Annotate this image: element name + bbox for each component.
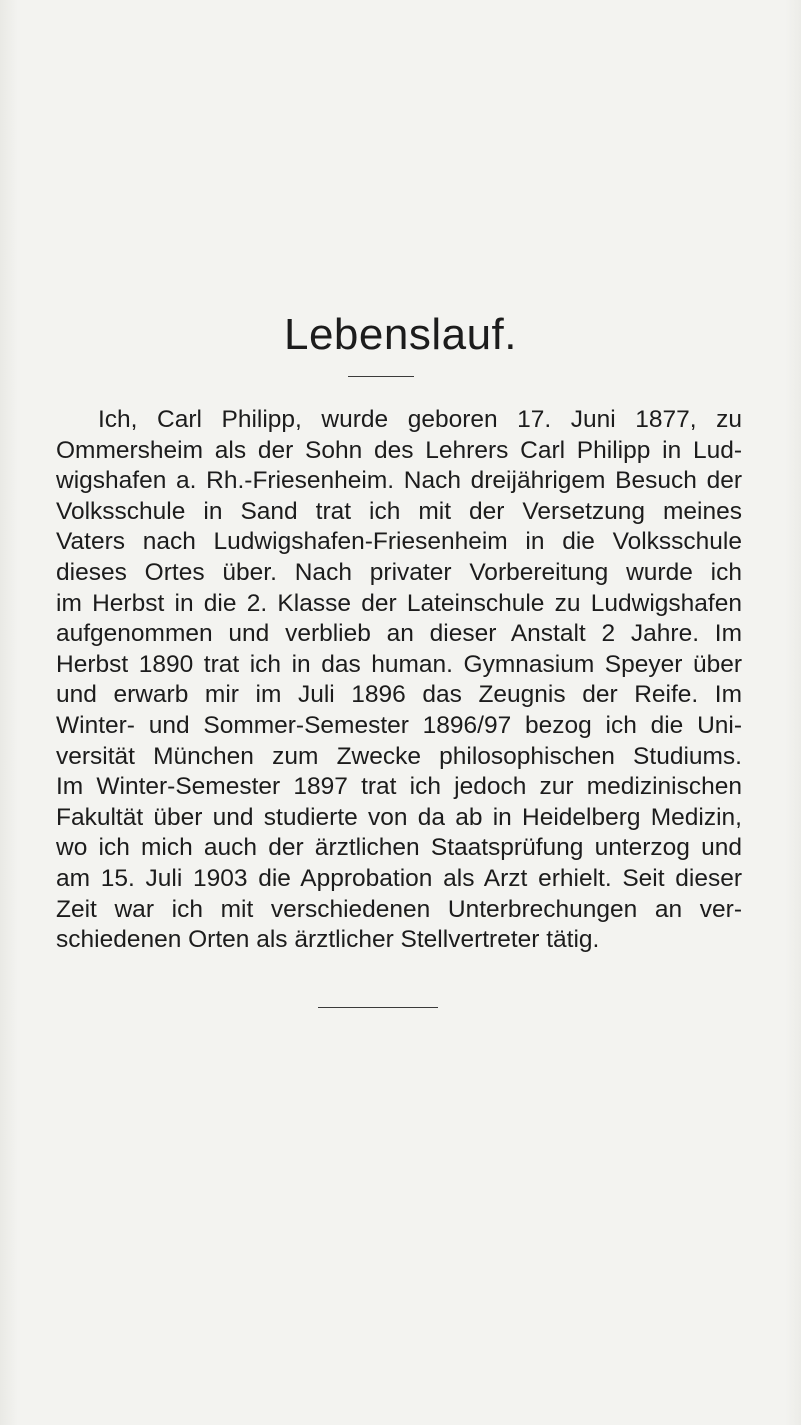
text-line: im Herbst in die 2. Klasse der Lateinschule zu Ludwigshafen [56,589,742,617]
text-line: versität München zum Zwecke philosophischen Studiums. [56,742,742,770]
closing-divider [318,1007,438,1008]
text-line: Ommersheim als der Sohn des Lehrers Carl Philipp in Lud- [56,436,742,464]
text-line: Winter- und Sommer-Semester 1896/97 bezog ich die Uni- [56,711,742,739]
text-line: dieses Ortes über. Nach privater Vorbereitung wurde ich [56,558,742,586]
text-line: am 15. Juli 1903 die Approbation als Arzt erhielt. Seit dieser [56,864,742,892]
text-line: und erwarb mir im Juli 1896 das Zeugnis der Reife. Im [56,681,742,709]
text-line: aufgenommen und verblieb an dieser Anstalt 2 Jahre. Im [56,620,742,648]
page-title: Lebenslauf. [283,310,518,359]
text-line: Volksschule in Sand trat ich mit der Versetzung meines [56,497,742,525]
text-line: wigshafen a. Rh.-Friesenheim. Nach dreijährigem Besuch der [56,467,742,495]
biography-paragraph [56,405,742,956]
text-line: Zeit war ich mit verschiedenen Unterbrechungen an ver- [56,895,742,923]
text-line: Ich, Carl Philipp, wurde geboren 17. Juni 1877, zu [98,406,742,433]
text-line: Herbst 1890 trat ich in das human. Gymnasium Speyer über [56,650,742,678]
title-divider [348,376,414,377]
text-line: Vaters nach Ludwigshafen-Friesenheim in die Volksschule [56,528,742,556]
text-line: Im Winter-Semester 1897 trat ich jedoch zur medizinischen [56,773,742,801]
text-line: wo ich mich auch der ärztlichen Staatsprüfung unterzog und [56,834,742,862]
text-line: Fakultät über und studierte von da ab in Heidelberg Medizin, [56,803,742,831]
text-line: schiedenen Orten als ärztlicher Stellvertreter tätig. [56,926,600,954]
